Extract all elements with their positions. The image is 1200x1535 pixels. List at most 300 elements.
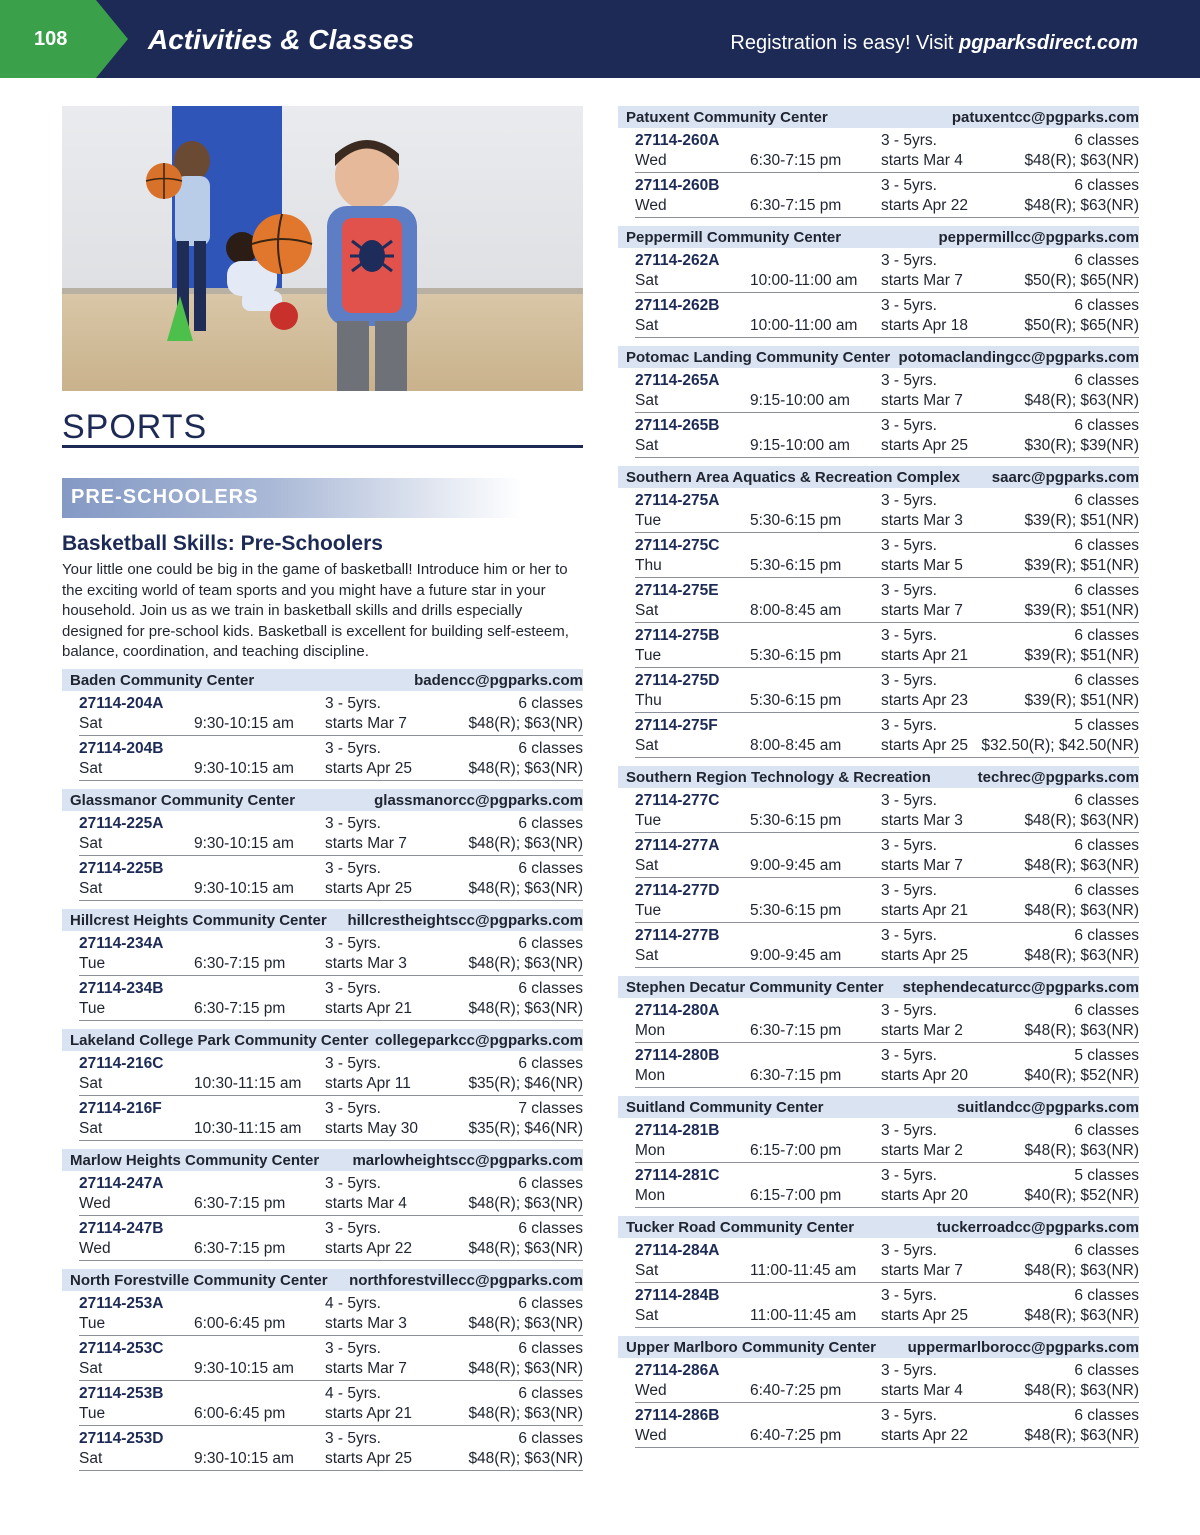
- center-header: [618, 976, 1139, 998]
- session-fee: $48(R); $63(NR): [1024, 1382, 1139, 1399]
- session-time: 6:30-7:15 pm: [194, 955, 286, 972]
- session-day: Sat: [635, 947, 659, 964]
- session-fee: $30(R); $39(NR): [1024, 437, 1139, 454]
- session-age: 3 - 5yrs.: [881, 1287, 937, 1304]
- session-time: 8:00-8:45 am: [750, 737, 842, 754]
- center-email[interactable]: collegeparkcc@pgparks.com: [374, 1031, 583, 1049]
- session-fee: $48(R); $63(NR): [468, 835, 583, 852]
- session-code: 27114-284A: [635, 1242, 720, 1259]
- session-age: 3 - 5yrs.: [325, 1430, 381, 1447]
- session-class-count: 6 classes: [518, 1430, 583, 1447]
- center-group: [618, 1096, 1139, 1208]
- session-code: 27114-286B: [635, 1407, 720, 1424]
- session-row: [79, 1381, 583, 1426]
- session-fee: $48(R); $63(NR): [468, 1195, 583, 1212]
- center-name: Tucker Road Community Center: [626, 1218, 855, 1236]
- center-email[interactable]: suitlandcc@pgparks.com: [956, 1098, 1139, 1116]
- center-name: Potomac Landing Community Center: [626, 348, 891, 366]
- session-age: 3 - 5yrs.: [325, 1055, 381, 1072]
- session-class-count: 5 classes: [1074, 1167, 1139, 1184]
- session-fee: $39(R); $51(NR): [1024, 602, 1139, 619]
- session-time: 6:30-7:15 pm: [194, 1000, 286, 1017]
- pre-schoolers-band: [62, 478, 522, 518]
- session-code: 27114-260B: [635, 177, 720, 194]
- session-age: 3 - 5yrs.: [881, 537, 937, 554]
- session-code: 27114-253D: [79, 1430, 164, 1447]
- session-row: [635, 488, 1139, 533]
- session-age: 3 - 5yrs.: [881, 1047, 937, 1064]
- session-start-date: starts Apr 22: [881, 197, 969, 214]
- session-class-count: 6 classes: [1074, 672, 1139, 689]
- session-fee: $48(R); $63(NR): [468, 1405, 583, 1422]
- session-fee: $40(R); $52(NR): [1024, 1067, 1139, 1084]
- center-name: North Forestville Community Center: [70, 1271, 328, 1289]
- session-start-date: starts Mar 7: [325, 1360, 407, 1377]
- session-class-count: 5 classes: [1074, 717, 1139, 734]
- session-time: 10:00-11:00 am: [750, 317, 858, 334]
- session-fee: $48(R); $63(NR): [1024, 152, 1139, 169]
- session-day: Sat: [79, 1120, 103, 1137]
- session-code: 27114-277D: [635, 882, 720, 899]
- session-row: [635, 533, 1139, 578]
- center-email[interactable]: tuckerroadcc@pgparks.com: [936, 1218, 1139, 1236]
- session-age: 3 - 5yrs.: [881, 132, 937, 149]
- session-class-count: 6 classes: [1074, 132, 1139, 149]
- session-day: Thu: [635, 557, 662, 574]
- session-fee: $48(R); $63(NR): [1024, 947, 1139, 964]
- session-start-date: starts Apr 25: [881, 437, 969, 454]
- session-code: 27114-275F: [635, 717, 718, 734]
- session-class-count: 6 classes: [518, 695, 583, 712]
- center-group: [62, 669, 583, 781]
- session-time: 6:00-6:45 pm: [194, 1315, 286, 1332]
- center-email[interactable]: hillcrestheightscc@pgparks.com: [347, 911, 583, 929]
- session-class-count: 6 classes: [518, 1385, 583, 1402]
- session-start-date: starts Apr 25: [325, 760, 413, 777]
- session-start-date: starts Mar 7: [881, 857, 963, 874]
- center-name: Suitland Community Center: [626, 1098, 824, 1116]
- center-name: Upper Marlboro Community Center: [626, 1338, 877, 1356]
- session-time: 9:00-9:45 am: [750, 857, 842, 874]
- session-start-date: starts Apr 21: [881, 647, 969, 664]
- session-code: 27114-281B: [635, 1122, 720, 1139]
- session-start-date: starts Apr 23: [881, 692, 969, 709]
- session-start-date: starts Apr 25: [325, 1450, 413, 1467]
- session-class-count: 6 classes: [1074, 1002, 1139, 1019]
- session-start-date: starts Mar 3: [325, 955, 407, 972]
- session-age: 3 - 5yrs.: [881, 837, 937, 854]
- session-age: 3 - 5yrs.: [881, 372, 937, 389]
- session-day: Sat: [79, 1450, 103, 1467]
- session-row: [79, 691, 583, 736]
- session-code: 27114-216F: [79, 1100, 162, 1117]
- session-time: 9:30-10:15 am: [194, 1360, 294, 1377]
- center-group: [618, 1216, 1139, 1328]
- session-row: [635, 248, 1139, 293]
- center-header: [62, 1149, 583, 1171]
- session-time: 6:30-7:15 pm: [750, 1022, 842, 1039]
- session-age: 3 - 5yrs.: [881, 1122, 937, 1139]
- session-row: [635, 128, 1139, 173]
- center-header: [618, 226, 1139, 248]
- session-time: 9:00-9:45 am: [750, 947, 842, 964]
- session-start-date: starts Mar 7: [881, 1262, 963, 1279]
- session-code: 27114-277C: [635, 792, 720, 809]
- session-time: 6:30-7:15 pm: [750, 197, 842, 214]
- session-age: 3 - 5yrs.: [881, 1167, 937, 1184]
- center-header: [618, 1096, 1139, 1118]
- session-time: 5:30-6:15 pm: [750, 902, 842, 919]
- center-header: [618, 106, 1139, 128]
- session-day: Sat: [79, 1360, 103, 1377]
- session-fee: $48(R); $63(NR): [1024, 1262, 1139, 1279]
- session-start-date: starts Apr 25: [881, 737, 969, 754]
- center-header: [62, 789, 583, 811]
- session-row: [79, 1216, 583, 1261]
- session-age: 3 - 5yrs.: [881, 177, 937, 194]
- session-fee: $48(R); $63(NR): [1024, 1427, 1139, 1444]
- center-header: [618, 1216, 1139, 1238]
- center-name: Stephen Decatur Community Center: [626, 978, 884, 996]
- session-fee: $32.50(R); $42.50(NR): [981, 737, 1139, 754]
- session-row: [79, 976, 583, 1021]
- session-fee: $48(R); $63(NR): [1024, 902, 1139, 919]
- center-email[interactable]: glassmanorcc@pgparks.com: [374, 791, 583, 809]
- session-start-date: starts Mar 3: [881, 512, 963, 529]
- session-row: [635, 998, 1139, 1043]
- center-group: [618, 766, 1139, 968]
- session-age: 3 - 5yrs.: [325, 1340, 381, 1357]
- session-row: [635, 668, 1139, 713]
- session-time: 5:30-6:15 pm: [750, 557, 842, 574]
- session-fee: $50(R); $65(NR): [1024, 317, 1139, 334]
- center-header: [618, 346, 1139, 368]
- session-row: [79, 1171, 583, 1216]
- session-age: 3 - 5yrs.: [881, 1362, 937, 1379]
- session-code: 27114-277A: [635, 837, 720, 854]
- session-row: [635, 833, 1139, 878]
- session-day: Sat: [635, 1307, 659, 1324]
- center-email[interactable]: techrec@pgparks.com: [977, 768, 1139, 786]
- session-fee: $48(R); $63(NR): [1024, 1307, 1139, 1324]
- session-time: 6:00-6:45 pm: [194, 1405, 286, 1422]
- session-time: 5:30-6:15 pm: [750, 512, 842, 529]
- session-code: 27114-225A: [79, 815, 164, 832]
- session-age: 4 - 5yrs.: [325, 1295, 381, 1312]
- center-email[interactable]: marlowheightscc@pgparks.com: [352, 1151, 583, 1169]
- center-group: [618, 346, 1139, 458]
- session-time: 9:30-10:15 am: [194, 1450, 294, 1467]
- center-header: [62, 669, 583, 691]
- page-number: 108: [34, 28, 68, 50]
- session-row: [79, 931, 583, 976]
- session-start-date: starts Mar 7: [325, 835, 407, 852]
- session-day: Sat: [635, 737, 659, 754]
- session-code: 27114-277B: [635, 927, 720, 944]
- registration-text: [730, 32, 1138, 55]
- session-code: 27114-204A: [79, 695, 164, 712]
- session-day: Wed: [79, 1240, 111, 1257]
- session-row: [79, 856, 583, 901]
- session-start-date: starts May 30: [325, 1120, 419, 1137]
- session-row: [635, 623, 1139, 668]
- session-code: 27114-247A: [79, 1175, 164, 1192]
- session-day: Tue: [635, 902, 662, 919]
- session-row: [635, 368, 1139, 413]
- session-fee: $48(R); $63(NR): [1024, 1142, 1139, 1159]
- session-class-count: 6 classes: [518, 1295, 583, 1312]
- session-time: 6:15-7:00 pm: [750, 1142, 842, 1159]
- session-row: [635, 923, 1139, 968]
- session-day: Sat: [79, 715, 103, 732]
- session-code: 27114-265B: [635, 417, 720, 434]
- center-email[interactable]: peppermillcc@pgparks.com: [938, 228, 1139, 246]
- center-email[interactable]: potomaclandingcc@pgparks.com: [898, 348, 1139, 366]
- session-class-count: 6 classes: [518, 815, 583, 832]
- session-class-count: 6 classes: [518, 1220, 583, 1237]
- kids-basketball-photo: [62, 106, 583, 391]
- session-class-count: 6 classes: [518, 980, 583, 997]
- session-start-date: starts Mar 4: [325, 1195, 407, 1212]
- session-age: 3 - 5yrs.: [881, 627, 937, 644]
- session-row: [635, 1163, 1139, 1208]
- session-age: 3 - 5yrs.: [325, 860, 381, 877]
- session-code: 27114-275D: [635, 672, 720, 689]
- session-row: [635, 1403, 1139, 1448]
- session-time: 11:00-11:45 am: [750, 1262, 857, 1279]
- registration-link[interactable]: pgparksdirect.com: [959, 32, 1138, 54]
- session-fee: $48(R); $63(NR): [468, 1315, 583, 1332]
- session-row: [635, 788, 1139, 833]
- session-class-count: 6 classes: [518, 860, 583, 877]
- sports-heading: [62, 408, 583, 448]
- session-class-count: 6 classes: [518, 1340, 583, 1357]
- session-age: 3 - 5yrs.: [881, 717, 937, 734]
- session-day: Wed: [635, 1427, 667, 1444]
- session-row: [635, 1043, 1139, 1088]
- session-start-date: starts Mar 4: [881, 152, 963, 169]
- session-start-date: starts Mar 4: [881, 1382, 963, 1399]
- session-class-count: 5 classes: [1074, 1047, 1139, 1064]
- session-time: 5:30-6:15 pm: [750, 692, 842, 709]
- right-schedule-column: [618, 106, 1139, 1456]
- center-group: [618, 106, 1139, 218]
- center-name: Peppermill Community Center: [626, 228, 842, 246]
- session-class-count: 7 classes: [518, 1100, 583, 1117]
- session-row: [79, 1336, 583, 1381]
- session-age: 3 - 5yrs.: [881, 792, 937, 809]
- session-class-count: 6 classes: [1074, 252, 1139, 269]
- course-title: Basketball Skills: Pre-Schoolers: [62, 532, 383, 555]
- session-class-count: 6 classes: [518, 1055, 583, 1072]
- page-header: [0, 0, 1200, 78]
- session-fee: $48(R); $63(NR): [1024, 812, 1139, 829]
- session-class-count: 6 classes: [1074, 582, 1139, 599]
- session-start-date: starts Apr 18: [881, 317, 969, 334]
- session-day: Sat: [635, 857, 659, 874]
- session-fee: $48(R); $63(NR): [1024, 392, 1139, 409]
- session-fee: $39(R); $51(NR): [1024, 692, 1139, 709]
- session-class-count: 6 classes: [1074, 417, 1139, 434]
- session-age: 3 - 5yrs.: [325, 740, 381, 757]
- center-group: [618, 466, 1139, 758]
- session-class-count: 6 classes: [1074, 297, 1139, 314]
- center-email[interactable]: stephendecaturcc@pgparks.com: [902, 978, 1139, 996]
- session-day: Wed: [635, 152, 667, 169]
- session-code: 27114-280A: [635, 1002, 720, 1019]
- session-code: 27114-265A: [635, 372, 720, 389]
- session-fee: $48(R); $63(NR): [468, 760, 583, 777]
- session-age: 3 - 5yrs.: [881, 582, 937, 599]
- session-code: 27114-275E: [635, 582, 719, 599]
- session-day: Tue: [635, 512, 662, 529]
- session-start-date: starts Mar 3: [325, 1315, 407, 1332]
- session-start-date: starts Mar 7: [325, 715, 407, 732]
- session-row: [79, 1051, 583, 1096]
- session-age: 3 - 5yrs.: [881, 1242, 937, 1259]
- session-row: [79, 736, 583, 781]
- session-day: Tue: [79, 1405, 106, 1422]
- session-start-date: starts Mar 7: [881, 272, 963, 289]
- session-day: Wed: [79, 1195, 111, 1212]
- session-code: 27114-247B: [79, 1220, 164, 1237]
- session-class-count: 6 classes: [1074, 492, 1139, 509]
- session-row: [635, 413, 1139, 458]
- session-class-count: 6 classes: [1074, 927, 1139, 944]
- session-time: 6:30-7:15 pm: [194, 1195, 286, 1212]
- session-code: 27114-253A: [79, 1295, 164, 1312]
- session-row: [635, 878, 1139, 923]
- center-name: Baden Community Center: [70, 671, 255, 689]
- session-class-count: 6 classes: [1074, 537, 1139, 554]
- session-age: 3 - 5yrs.: [325, 935, 381, 952]
- session-row: [79, 1426, 583, 1471]
- pre-schoolers-label: PRE-SCHOOLERS: [71, 486, 259, 508]
- session-row: [79, 1096, 583, 1141]
- center-header: [62, 1029, 583, 1051]
- session-code: 27114-234B: [79, 980, 164, 997]
- session-time: 10:30-11:15 am: [194, 1075, 302, 1092]
- session-fee: $50(R); $65(NR): [1024, 272, 1139, 289]
- session-time: 9:15-10:00 am: [750, 392, 850, 409]
- session-row: [635, 293, 1139, 338]
- session-code: 27114-253C: [79, 1340, 164, 1357]
- session-time: 9:30-10:15 am: [194, 880, 294, 897]
- session-start-date: starts Mar 3: [881, 812, 963, 829]
- center-email[interactable]: patuxentcc@pgparks.com: [951, 108, 1139, 126]
- center-group: [62, 1269, 583, 1471]
- session-code: 27114-262A: [635, 252, 720, 269]
- center-email[interactable]: saarc@pgparks.com: [991, 468, 1139, 486]
- session-day: Tue: [79, 1315, 106, 1332]
- session-start-date: starts Mar 2: [881, 1022, 963, 1039]
- session-day: Sat: [79, 880, 103, 897]
- center-name: Glassmanor Community Center: [70, 791, 296, 809]
- session-age: 3 - 5yrs.: [881, 297, 937, 314]
- session-age: 3 - 5yrs.: [881, 1002, 937, 1019]
- session-row: [635, 713, 1139, 758]
- session-start-date: starts Apr 22: [881, 1427, 969, 1444]
- session-day: Mon: [635, 1142, 666, 1159]
- session-age: 3 - 5yrs.: [881, 1407, 937, 1424]
- session-time: 6:15-7:00 pm: [750, 1187, 842, 1204]
- center-email[interactable]: northforestvillecc@pgparks.com: [349, 1271, 583, 1289]
- center-email[interactable]: badencc@pgparks.com: [414, 671, 583, 689]
- session-start-date: starts Mar 7: [881, 392, 963, 409]
- center-name: Patuxent Community Center: [626, 108, 828, 126]
- session-fee: $35(R); $46(NR): [468, 1120, 583, 1137]
- session-code: 27114-253B: [79, 1385, 164, 1402]
- session-row: [635, 1283, 1139, 1328]
- session-age: 3 - 5yrs.: [881, 927, 937, 944]
- left-schedule-column: [62, 669, 583, 1479]
- session-class-count: 6 classes: [1074, 1242, 1139, 1259]
- session-row: [635, 173, 1139, 218]
- session-start-date: starts Apr 25: [881, 1307, 969, 1324]
- session-class-count: 6 classes: [518, 935, 583, 952]
- session-time: 6:40-7:25 pm: [750, 1382, 842, 1399]
- center-header: [62, 1269, 583, 1291]
- session-code: 27114-275B: [635, 627, 720, 644]
- center-group: [62, 1149, 583, 1261]
- session-fee: $39(R); $51(NR): [1024, 557, 1139, 574]
- session-time: 6:30-7:15 pm: [194, 1240, 286, 1257]
- center-header: [618, 766, 1139, 788]
- session-class-count: 6 classes: [1074, 882, 1139, 899]
- session-day: Sat: [635, 392, 659, 409]
- session-age: 3 - 5yrs.: [325, 1220, 381, 1237]
- session-age: 3 - 5yrs.: [881, 417, 937, 434]
- session-start-date: starts Apr 21: [881, 902, 969, 919]
- section-title: Activities & Classes: [148, 24, 415, 55]
- session-fee: $40(R); $52(NR): [1024, 1187, 1139, 1204]
- session-fee: $48(R); $63(NR): [1024, 857, 1139, 874]
- session-class-count: 6 classes: [1074, 837, 1139, 854]
- session-code: 27114-204B: [79, 740, 164, 757]
- session-fee: $48(R); $63(NR): [468, 1360, 583, 1377]
- session-code: 27114-286A: [635, 1362, 720, 1379]
- center-header: [618, 466, 1139, 488]
- session-time: 8:00-8:45 am: [750, 602, 842, 619]
- session-code: 27114-234A: [79, 935, 164, 952]
- session-age: 3 - 5yrs.: [325, 695, 381, 712]
- session-row: [635, 1118, 1139, 1163]
- session-row: [635, 1358, 1139, 1403]
- session-row: [79, 1291, 583, 1336]
- session-code: 27114-216C: [79, 1055, 164, 1072]
- session-start-date: starts Apr 25: [325, 880, 413, 897]
- session-day: Thu: [635, 692, 662, 709]
- session-day: Tue: [79, 1000, 106, 1017]
- center-email[interactable]: uppermarlborocc@pgparks.com: [907, 1338, 1139, 1356]
- session-fee: $48(R); $63(NR): [468, 955, 583, 972]
- session-start-date: starts Apr 21: [325, 1000, 413, 1017]
- session-age: 3 - 5yrs.: [881, 492, 937, 509]
- session-start-date: starts Apr 20: [881, 1187, 969, 1204]
- session-fee: $39(R); $51(NR): [1024, 647, 1139, 664]
- session-row: [79, 811, 583, 856]
- session-class-count: 6 classes: [1074, 1287, 1139, 1304]
- session-age: 3 - 5yrs.: [325, 980, 381, 997]
- sports-heading-text: SPORTS: [62, 408, 208, 446]
- session-code: 27114-275A: [635, 492, 720, 509]
- session-age: 3 - 5yrs.: [325, 1100, 381, 1117]
- session-code: 27114-262B: [635, 297, 720, 314]
- session-fee: $48(R); $63(NR): [468, 715, 583, 732]
- session-start-date: starts Apr 21: [325, 1405, 413, 1422]
- center-name: Southern Region Technology & Recreation: [626, 768, 931, 786]
- session-start-date: starts Apr 20: [881, 1067, 969, 1084]
